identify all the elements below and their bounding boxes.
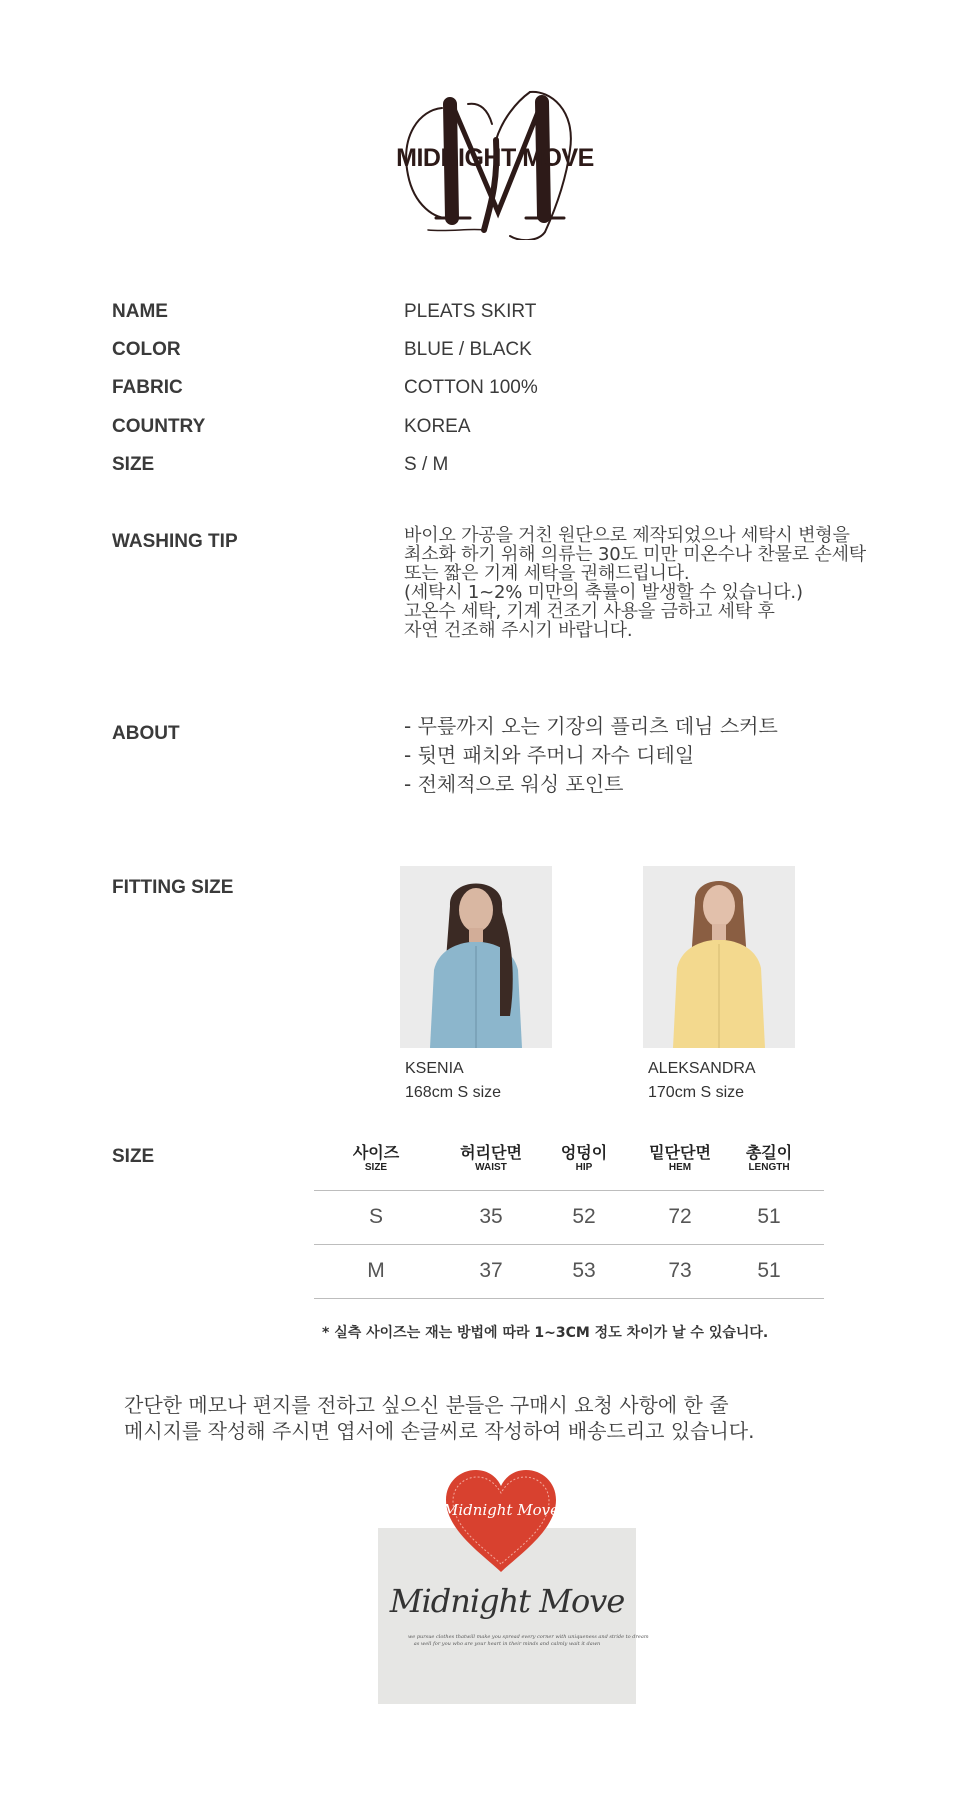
table-header-cell [630, 1144, 730, 1174]
heart-sticker-text: Midnight Move [442, 1501, 559, 1519]
card-fine-print: as well for you who are your heart in their minds and calmly wait it dawn [413, 1641, 601, 1647]
washing-line: 자연 건조해 주시기 바랍니다. [404, 620, 633, 641]
header-ko: 엉덩이 [560, 1143, 608, 1162]
model-card-aleksandra [643, 866, 795, 1102]
size-table-header [314, 1144, 824, 1190]
table-cell: 37 [479, 1259, 503, 1282]
table-cell: 51 [757, 1259, 781, 1282]
header-ko: 밑단단면 [649, 1143, 711, 1162]
memo-line: 간단한 메모나 편지를 전하고 싶으신 분들은 구매시 요청 사항에 한 줄 [124, 1393, 729, 1417]
spec-value-fabric: COTTON 100% [404, 377, 538, 398]
washing-line: 최소화 하기 위해 의류는 30도 미만 미온수나 찬물로 손세탁 [404, 544, 866, 565]
size-table-label: SIZE [112, 1146, 155, 1167]
model-photo [643, 866, 795, 1048]
table-cell: 35 [479, 1205, 503, 1228]
spec-value-color: BLUE / BLACK [404, 339, 532, 360]
about-item: - 무릎까지 오는 기장의 플리츠 데님 스커트 [404, 714, 778, 738]
header-ko: 총길이 [745, 1143, 793, 1162]
table-header-cell [534, 1144, 634, 1174]
washing-line: 고온수 세탁, 기계 건조기 사용을 금하고 세탁 후 [404, 601, 775, 622]
size-table [314, 1144, 824, 1299]
header-en: HEM [668, 1162, 692, 1173]
header-en: HIP [575, 1162, 593, 1173]
table-header-cell [719, 1144, 819, 1174]
about-item: - 뒷면 패치와 주머니 자수 디테일 [404, 743, 695, 767]
spec-value-country: KOREA [404, 416, 471, 437]
logo-wordmark: MIDNIGHT MOVE [396, 144, 594, 172]
header-en: WAIST [475, 1162, 507, 1173]
header-en: LENGTH [748, 1162, 790, 1173]
brand-logo [380, 80, 610, 240]
spec-label-size: SIZE [112, 454, 155, 475]
model-figure-icon [400, 866, 552, 1048]
spec-label-country: COUNTRY [112, 416, 206, 437]
model-name: KSENIA [405, 1060, 464, 1077]
table-row [314, 1244, 824, 1299]
table-cell: 72 [668, 1205, 692, 1228]
model-spec: 168cm S size [405, 1084, 502, 1101]
table-cell: 52 [572, 1205, 596, 1228]
header-ko: 사이즈 [352, 1143, 400, 1162]
size-note: * 실측 사이즈는 재는 방법에 따라 1~3CM 정도 차이가 날 수 있습니다. [322, 1325, 769, 1341]
spec-value-size: S / M [404, 454, 449, 475]
table-cell: M [367, 1259, 385, 1282]
table-cell: 51 [757, 1205, 781, 1228]
spec-label-color: COLOR [112, 339, 181, 360]
washing-line: (세탁시 1~2% 미만의 축률이 발생할 수 있습니다.) [404, 582, 803, 603]
spec-value-name: PLEATS SKIRT [404, 301, 537, 322]
table-cell: 53 [572, 1259, 596, 1282]
header-ko: 허리단면 [460, 1143, 522, 1162]
model-spec: 170cm S size [648, 1084, 745, 1101]
fitting-size-label: FITTING SIZE [112, 877, 234, 898]
about-label: ABOUT [112, 723, 180, 744]
about-item: - 전체적으로 워싱 포인트 [404, 772, 624, 796]
model-card-ksenia [400, 866, 552, 1102]
memo-line: 메시지를 작성해 주시면 엽서에 손글씨로 작성하여 배송드리고 있습니다. [124, 1419, 755, 1443]
washing-tip-label: WASHING TIP [112, 531, 238, 552]
memo-text [124, 1392, 754, 1444]
card-script-text: Midnight Move [389, 1582, 625, 1620]
header-en: SIZE [364, 1162, 388, 1173]
table-header-cell [326, 1144, 426, 1174]
table-cell: 73 [668, 1259, 692, 1282]
washing-tip-text [404, 526, 924, 640]
heart-sticker-icon [442, 1468, 560, 1576]
model-photo [400, 866, 552, 1048]
table-cell: S [368, 1205, 383, 1228]
table-header-cell [441, 1144, 541, 1174]
washing-line: 또는 짧은 기계 세탁을 권해드립니다. [404, 563, 690, 584]
card-fine-print: we pursue clothes thatwill make you spread every corner with uniqueness and stride to dream [408, 1634, 649, 1640]
model-figure-icon [643, 866, 795, 1048]
spec-label-name: NAME [112, 301, 168, 322]
about-list [404, 712, 778, 799]
washing-line: 바이오 가공을 거친 원단으로 제작되었으나 세탁시 변형을 [404, 525, 850, 546]
table-row [314, 1190, 824, 1244]
model-name: ALEKSANDRA [648, 1060, 756, 1077]
spec-label-fabric: FABRIC [112, 377, 183, 398]
